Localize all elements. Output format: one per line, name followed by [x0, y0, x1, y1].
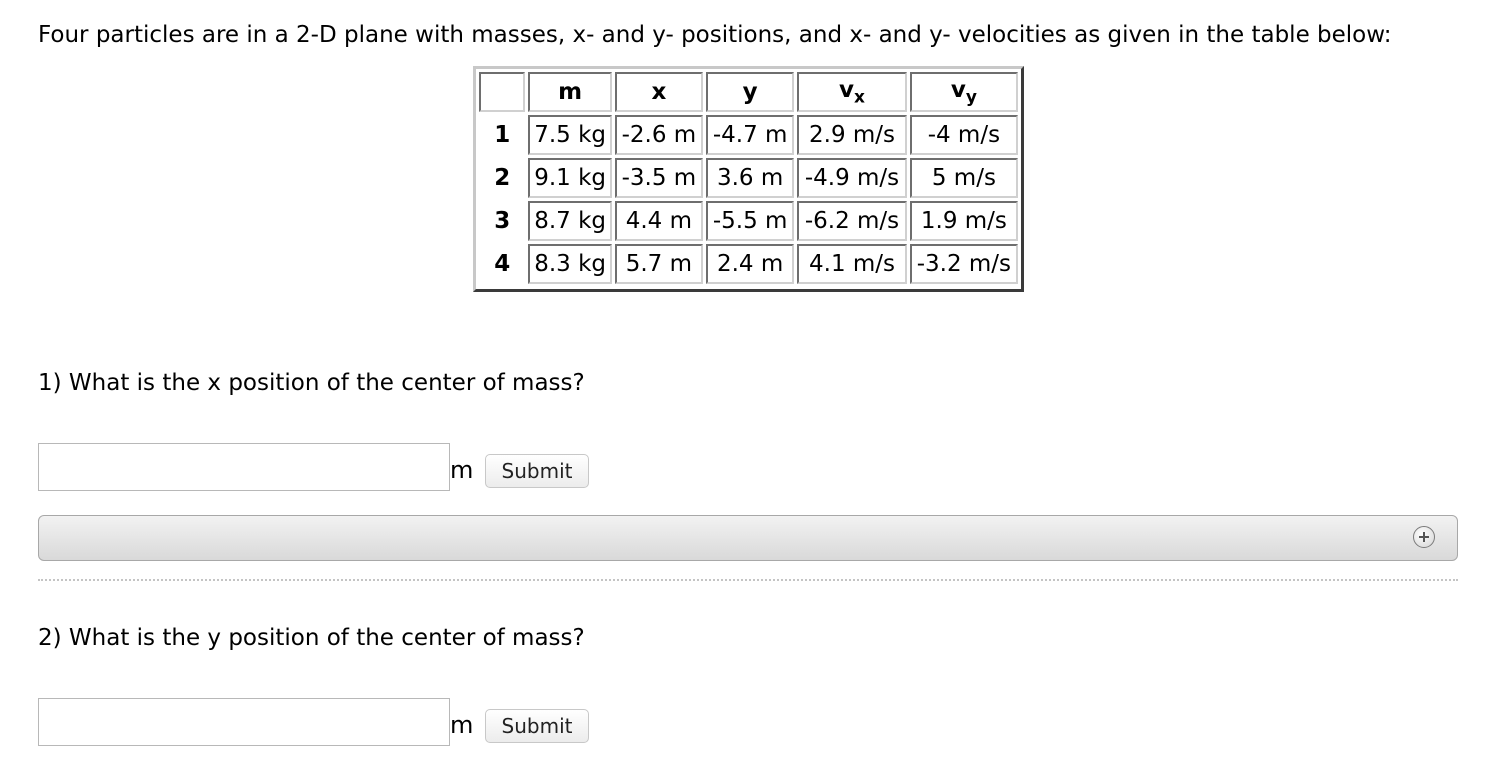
table-corner-cell: [479, 72, 525, 112]
table-row: [479, 201, 1018, 241]
question-1-text: 1) What is the x position of the center of mass?: [38, 370, 585, 396]
row-id: 2: [494, 165, 511, 191]
cell-mass: 9.1 kg: [528, 158, 611, 198]
cell-x: -2.6 m: [615, 115, 703, 155]
header-vx-sub: x: [854, 87, 865, 108]
cell-y: -5.5 m: [706, 201, 794, 241]
question-2-text: 2) What is the y position of the center of mass?: [38, 625, 585, 651]
cell-mass: 7.5 kg: [528, 115, 611, 155]
cell-vy: 5 m/s: [910, 158, 1018, 198]
cell-vx: 4.1 m/s: [797, 244, 907, 284]
header-mass: m: [528, 72, 611, 112]
row-id: 1: [494, 122, 511, 148]
header-vy: [910, 72, 1018, 112]
hint-expand-bar[interactable]: [38, 515, 1458, 561]
table-row: [479, 158, 1018, 198]
header-vy-base: v: [950, 76, 966, 103]
row-id: 3: [494, 208, 511, 234]
cell-mass: 8.3 kg: [528, 244, 611, 284]
table-row: [479, 244, 1018, 284]
submit-button-1[interactable]: Submit: [485, 454, 589, 488]
dotted-divider: [38, 579, 1458, 581]
header-vx-base: v: [839, 76, 855, 103]
cell-vx: 2.9 m/s: [797, 115, 907, 155]
header-vy-sub: y: [965, 87, 977, 108]
cell-y: 2.4 m: [706, 244, 794, 284]
table-row: [479, 115, 1018, 155]
particle-table: [476, 69, 1021, 287]
particle-table-frame: [473, 66, 1024, 292]
problem-statement: Four particles are in a 2-D plane with masses, x- and y- positions, and x- and y- velocities as given in the table below:: [38, 22, 1392, 48]
plus-circle-icon[interactable]: [1413, 526, 1435, 548]
unit-label-1: m: [450, 456, 474, 484]
cell-y: 3.6 m: [706, 158, 794, 198]
cell-mass: 8.7 kg: [528, 201, 611, 241]
submit-button-2[interactable]: Submit: [485, 709, 589, 743]
cell-vx: -6.2 m/s: [797, 201, 907, 241]
answer-input-2[interactable]: [38, 698, 450, 746]
cell-x: 5.7 m: [615, 244, 703, 284]
cell-vy: -3.2 m/s: [910, 244, 1018, 284]
unit-label-2: m: [450, 711, 474, 739]
cell-y: -4.7 m: [706, 115, 794, 155]
cell-x: -3.5 m: [615, 158, 703, 198]
cell-vx: -4.9 m/s: [797, 158, 907, 198]
cell-vy: 1.9 m/s: [910, 201, 1018, 241]
row-id: 4: [494, 251, 511, 277]
cell-x: 4.4 m: [615, 201, 703, 241]
header-vx: [797, 72, 907, 112]
cell-vy: -4 m/s: [910, 115, 1018, 155]
answer-input-1[interactable]: [38, 443, 450, 491]
header-x: x: [615, 72, 703, 112]
header-y: y: [706, 72, 794, 112]
table-header-row: [479, 72, 1018, 112]
